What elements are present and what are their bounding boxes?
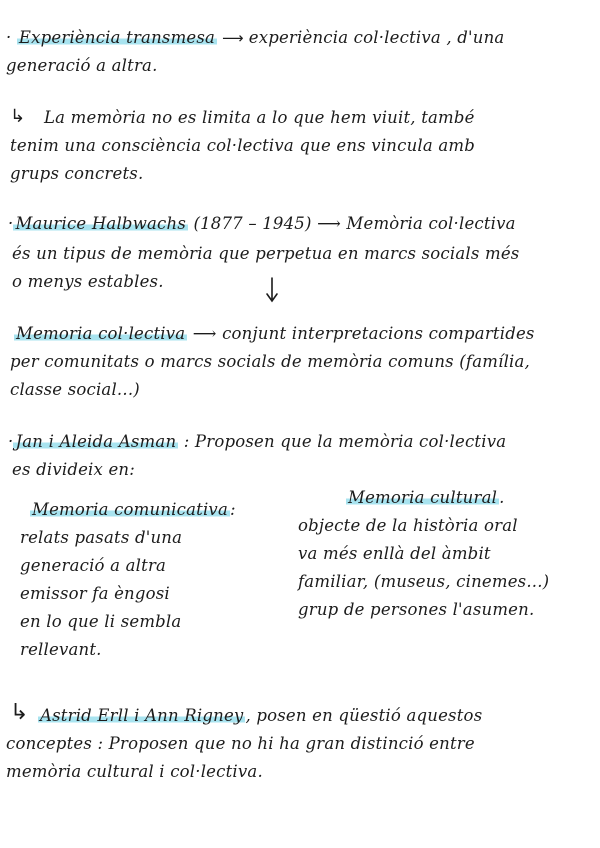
highlighted-term: Memoria col·lectiva — [16, 324, 186, 343]
bullet: · — [6, 28, 17, 47]
note-line: La memòria no es limita a lo que hem viuit, també — [44, 108, 475, 127]
note-line — [8, 214, 516, 234]
note-line: o menys estables. — [12, 272, 164, 291]
note-line: és un tipus de memòria que perpetua en marcs socials més — [12, 244, 520, 263]
note-line — [6, 28, 504, 48]
highlighted-term: Experiència transmesa — [18, 28, 216, 47]
note-line: generació a altra. — [6, 56, 158, 75]
note-line: es divideix en: — [12, 460, 136, 479]
highlighted-term: Maurice Halbwachs — [15, 214, 186, 233]
list-item: emissor fa èngosi — [20, 584, 170, 603]
list-item: en lo que li sembla — [20, 612, 182, 631]
list-item: familiar, (museus, cinemes...) — [298, 572, 550, 591]
highlighted-term: Astrid Erll i Ann Rigney — [40, 706, 244, 725]
note-line: conceptes : Proposen que no hi ha gran distinció entre — [6, 734, 475, 753]
note-text: ⟶ conjunt interpretacions compartides — [187, 324, 535, 343]
list-item: va més enllà del àmbit — [298, 544, 491, 563]
note-line: tenim una consciència col·lectiva que ens vincula amb — [10, 136, 475, 155]
column-title: Memoria cultural . — [348, 488, 505, 507]
list-item: rellevant. — [20, 640, 102, 659]
note-line: memòria cultural i col·lectiva. — [6, 762, 263, 781]
note-line: per comunitats o marcs socials de memòria comuns (família, — [10, 352, 531, 371]
note-text: (1877 – 1945) ⟶ Memòria col·lectiva — [188, 214, 516, 233]
bullet: · — [8, 214, 14, 233]
column-title: Memoria comunicativa : — [32, 500, 236, 519]
highlighted-term: Jan i Aleida Asman — [15, 432, 177, 451]
note-text: , posen en qüestió aquestos — [245, 706, 483, 725]
note-line: grups concrets. — [10, 164, 144, 183]
arrow-icon: ⟶ — [217, 29, 249, 47]
bullet: · — [8, 432, 14, 451]
note-line: classe social...) — [10, 380, 140, 399]
list-item: relats pasats d'una — [20, 528, 183, 547]
note-text: : Proposen que la memòria col·lectiva — [178, 432, 507, 451]
list-item: grup de persones l'asumen. — [298, 600, 535, 619]
hook-arrow-icon: ↳ — [10, 700, 29, 725]
note-line — [8, 432, 506, 452]
down-arrow-icon — [264, 276, 280, 304]
note-line — [38, 706, 482, 726]
note-text: experiència col·lectiva , d'una — [248, 28, 505, 47]
hook-arrow-icon: ↳ — [10, 106, 26, 127]
list-item: generació a altra — [20, 556, 167, 575]
note-line — [14, 324, 535, 344]
list-item: objecte de la història oral — [298, 516, 518, 535]
highlighted-term: Memoria comunicativa — [32, 500, 228, 519]
highlighted-term: Memoria cultural — [348, 488, 498, 507]
